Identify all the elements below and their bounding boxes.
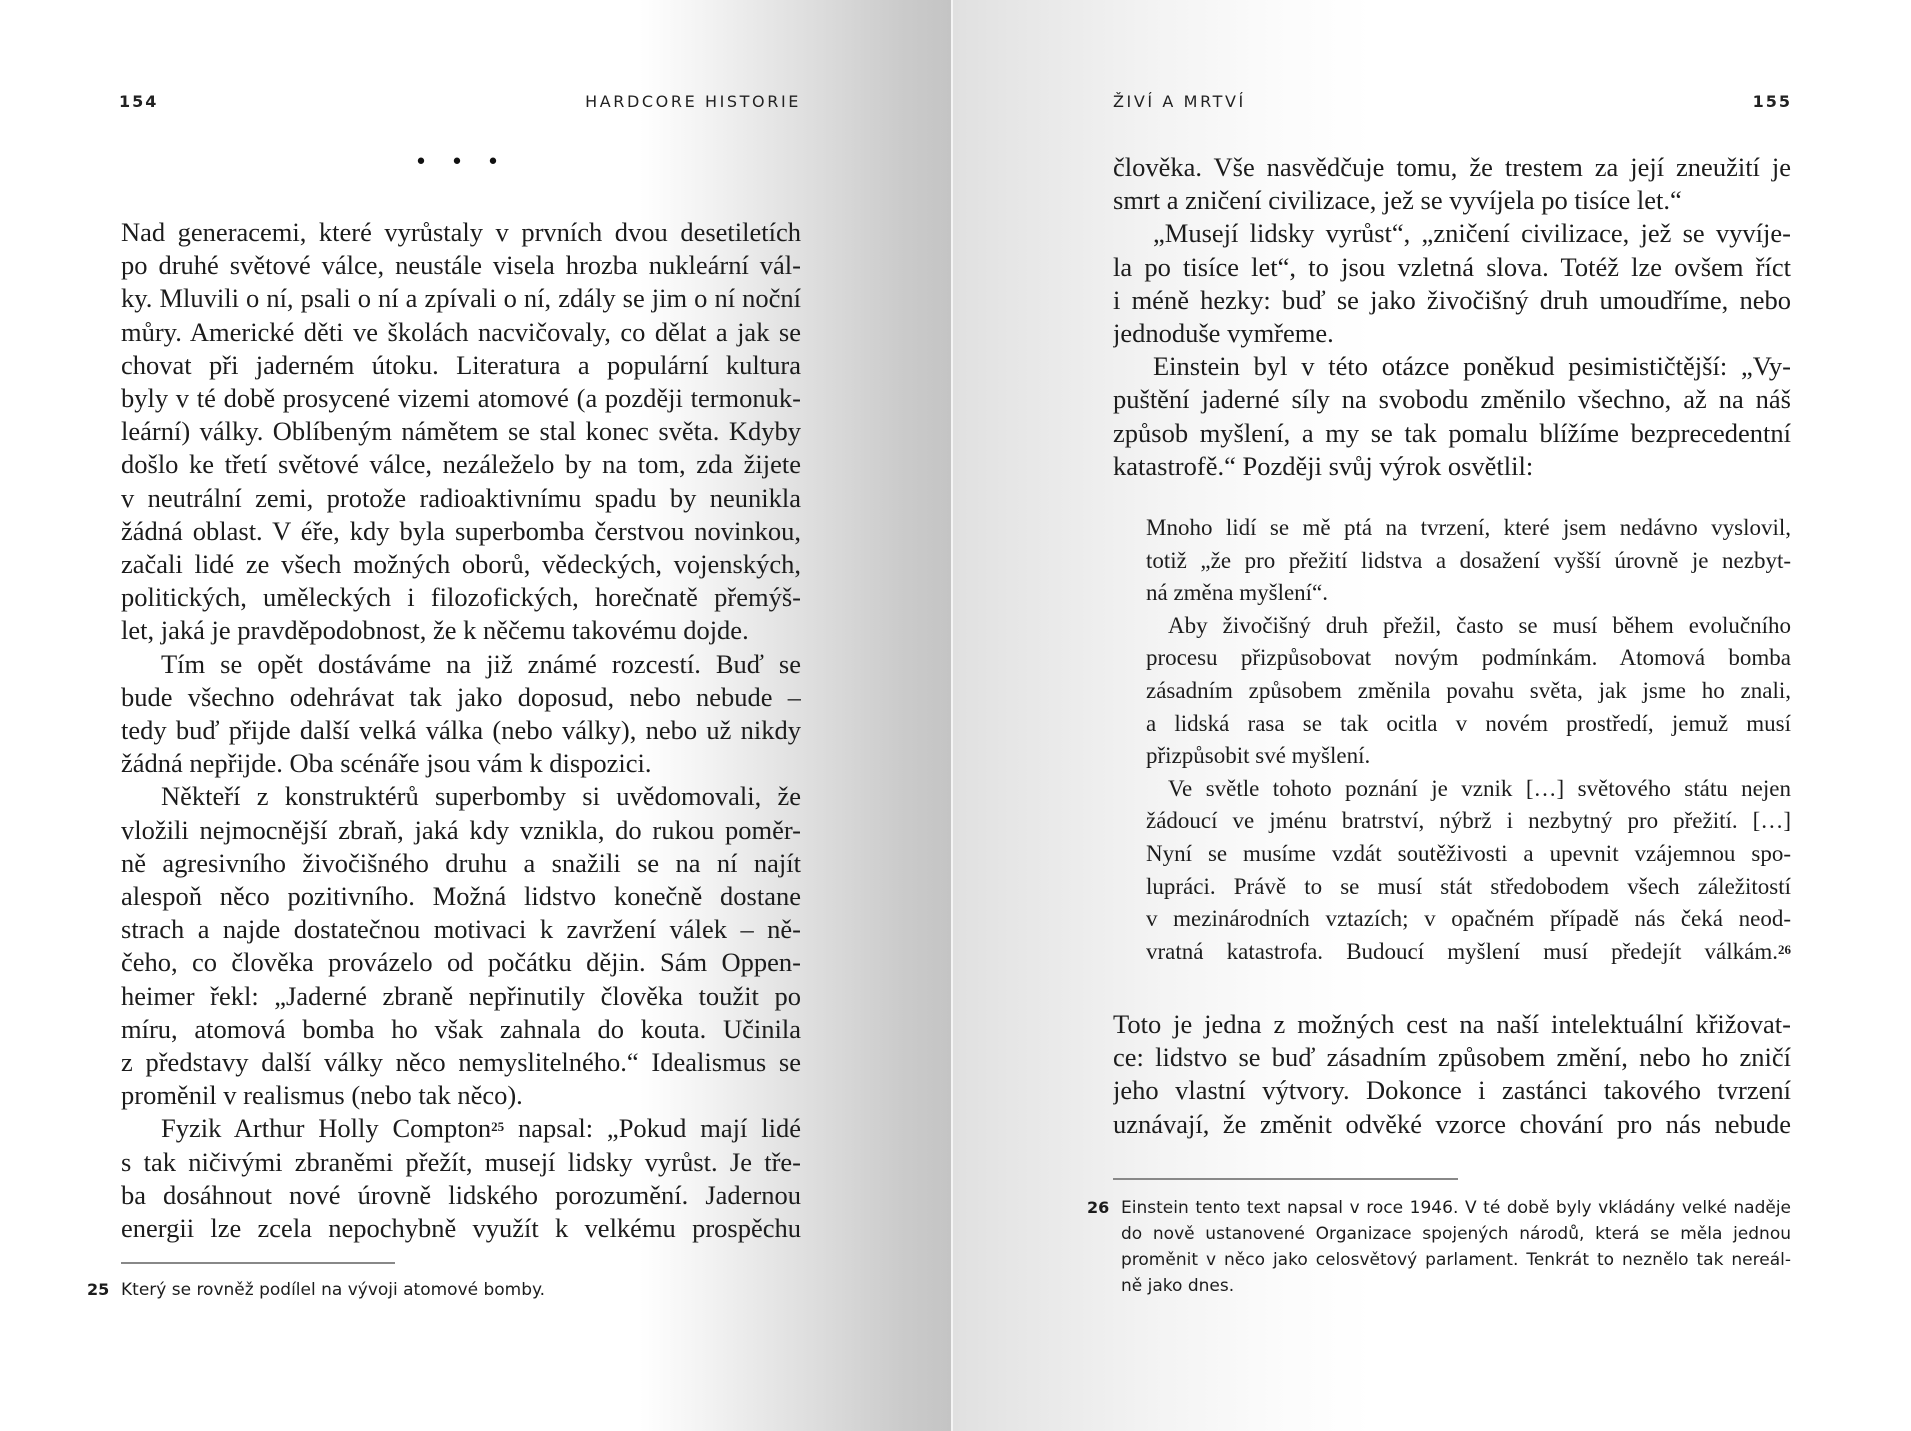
- footnote-rule-right: [1113, 1178, 1458, 1180]
- footnote-rule-left: [121, 1262, 395, 1264]
- left-body-text: [121, 216, 801, 1245]
- text-line: vložili nejmocnější zbraň, jaká kdy vznikla, do rukou poměr-: [121, 814, 801, 845]
- quote-line: procesu přizpůsobovat novým podmínkám. Atomová bomba: [1146, 645, 1791, 671]
- text-line: i méně hezky: buď se jako živočišný druh umoudříme, nebo: [1113, 284, 1791, 315]
- page-number-right: 155: [1752, 92, 1792, 111]
- text-line: Toto je jedna z možných cest na naší intelektuální křižovat-: [1113, 1009, 1791, 1039]
- text-line: la po tisíce let“, to jsou vzletná slova. Totéž lze ovšem říct: [1113, 251, 1791, 282]
- quote-line: zásadním způsobem změnila povahu světa, jak jsme ho znali,: [1146, 677, 1791, 703]
- quote-line: Aby živočišný druh přežil, často se musí během evolučního: [1168, 612, 1791, 638]
- right-body-text-top: [1113, 151, 1791, 483]
- footnote-25: [87, 1277, 781, 1303]
- text-line: heimer řekl: „Jaderné zbraně nepřinutily člověka toužit po: [121, 980, 801, 1011]
- text-line: žádná oblast. V éře, kdy byla superbomba čerstvou novinkou,: [121, 515, 801, 546]
- text-line: způsob myšlení, a my se tak pomalu blížíme bezprecedentní: [1113, 417, 1791, 448]
- text-line: z představy další války něco nemyslitelného.“ Idealismus se: [121, 1047, 801, 1078]
- text-line: Nad generacemi, které vyrůstaly v prvních dvou desetiletích: [121, 217, 801, 247]
- footnote-ref-25[interactable]: 25: [491, 1119, 505, 1135]
- text-line: katastrofě.“ Později svůj výrok osvětlil:: [1113, 450, 1534, 481]
- block-quote: [1146, 512, 1791, 968]
- text-line: ba dosáhnout nové úrovně lidského porozumění. Jadernou: [121, 1179, 801, 1210]
- text-line: jeho vlastní výtvory. Dokonce i zastánci takového tvrzení: [1113, 1075, 1791, 1106]
- section-break-ornament: • • •: [414, 150, 508, 175]
- footnote-line: do nově ustanovené Organizace spojených národů, která se měla jednou: [1121, 1224, 1791, 1244]
- footnote-26: [1087, 1195, 1791, 1299]
- quote-line: a lidská rasa se tak ocitla v novém prostředí, jemuž musí: [1146, 710, 1791, 736]
- text-line: leární) války. Oblíbeným námětem se stal konec světa. Kdyby: [121, 416, 801, 447]
- text-line: tedy buď přijde další velká válka (nebo války), nebo už nikdy: [121, 715, 801, 746]
- text-line: alespoň něco pozitivního. Možná lidstvo konečně dostane: [121, 881, 801, 912]
- text-line: uznávají, že změnit odvěké vzorce chování pro nás nebude: [1113, 1108, 1791, 1139]
- quote-line: Nyní se musíme vzdát soutěživosti a upevnit vzájemnou spo-: [1146, 840, 1791, 866]
- footnote-text: Který se rovněž podílel na vývoji atomové bomby.: [121, 1280, 546, 1300]
- quote-line: lupráci. Právě to se musí stát středobodem všech záležitostí: [1146, 873, 1791, 899]
- quote-line: v mezinárodních vztazích; v opačném případě nás čeká neod-: [1146, 906, 1791, 932]
- footnote-line: Einstein tento text napsal v roce 1946. V té době byly vkládány velké naděje: [1121, 1198, 1791, 1218]
- footnote-number: 25: [87, 1280, 110, 1299]
- quote-line-final: vratná katastrofa. Budoucí myšlení musí předejít válkám.$^{26}$: [1146, 938, 1791, 964]
- text-line: došlo ke třetí světové válce, nezáleželo by na tom, zda žijete: [121, 449, 801, 480]
- text-line: Tím se opět dostáváme na již známé rozcestí. Buď se: [161, 648, 801, 679]
- text-line: žádná nepřijde. Oba scénáře jsou vám k dispozici.: [121, 748, 652, 779]
- running-head-right: ŽIVÍ A MRTVÍ: [1113, 92, 1246, 111]
- text-line: po druhé světové válce, neustále visela hrozba nukleární vál-: [121, 250, 801, 281]
- right-body-text-bottom: [1113, 1008, 1791, 1141]
- running-head-left: HARDCORE HISTORIE: [585, 92, 801, 111]
- text-line: míru, atomová bomba ho však zahnala do kouta. Učinila: [121, 1013, 801, 1044]
- page-number-left: 154: [119, 92, 159, 111]
- text-line: chovat při jaderném útoku. Literatura a populární kultura: [121, 349, 801, 380]
- quote-line: totiž „že pro přežití lidstva a dosažení vyšší úrovně je nezbyt-: [1146, 547, 1791, 573]
- text-line: v neutrální zemi, protože radioaktivnímu spadu by neunikla: [121, 482, 801, 513]
- quote-line: žádoucí ve jménu bratrství, nýbrž i nezbytný pro přežití. […]: [1146, 808, 1791, 834]
- quote-line: Mnoho lidí se mě ptá na tvrzení, které jsem nedávno vyslovil,: [1146, 515, 1791, 540]
- text-line: člověka. Vše nasvědčuje tomu, že trestem za její zneužití je: [1113, 152, 1791, 182]
- left-page: [0, 0, 952, 1431]
- text-line: ce: lidstvo se buď zásadním způsobem změní, nebo ho zničí: [1113, 1042, 1791, 1073]
- quote-line: ná změna myšlení“.: [1146, 580, 1329, 606]
- text-line: začali lidé ze všech možných oborů, vědeckých, vojenských,: [121, 549, 801, 580]
- text-line: smrt a zničení civilizace, jež se vyvíjela po tisíce let.“: [1113, 185, 1682, 216]
- text-line: strach a najde dostatečnou motivaci k zavržení válek – ně-: [121, 914, 801, 945]
- quote-line: Ve světle tohoto poznání je vznik […] světového státu nejen: [1168, 775, 1791, 801]
- footnote-ref-26[interactable]: 26: [1778, 941, 1791, 957]
- text-line: „Musejí lidsky vyrůst“, „zničení civilizace, jež se vyvíje-: [1153, 218, 1791, 249]
- text-line: bude všechno odehrávat tak jako doposud, nebo nebude –: [121, 681, 801, 712]
- text-line: s tak ničivými zbraněmi přežít, musejí lidsky vyrůst. Je tře-: [121, 1146, 801, 1177]
- text-line: jednoduše vymřeme.: [1113, 318, 1334, 349]
- book-spine: [951, 0, 953, 1431]
- text-line-compton: Fyzik Arthur Holly Compton$^{25}$ napsal: „Pokud mají lidé: [161, 1113, 801, 1144]
- text-line: proměnil v realismus (nebo tak něco).: [121, 1080, 523, 1111]
- text-line: let, jaká je pravděpodobnost, že k něčemu takovému dojde.: [121, 615, 749, 646]
- text-line: Někteří z konstruktérů superbomby si uvědomovali, že: [161, 781, 801, 812]
- text-line: puštění jaderné síly na svobodu změnilo všechno, až na náš: [1113, 384, 1791, 415]
- text-line: čeho, co člověka provázelo od počátku dějin. Sám Oppen-: [121, 947, 801, 978]
- footnote-line: proměnit v něco jako celosvětový parlament. Tenkrát to neznělo tak nereál-: [1121, 1250, 1791, 1270]
- text-line: politických, uměleckých i filozofických, horečnatě přemýš-: [121, 582, 801, 613]
- text-line: můry. Americké děti ve školách nacvičovaly, co dělat a jak se: [121, 316, 801, 347]
- text-line: energii lze zcela nepochybně využít k velkému prospěchu: [121, 1213, 801, 1244]
- footnote-line: ně jako dnes.: [1121, 1276, 1235, 1296]
- text-line: ně agresivního živočišného druhu a snažili se na ní najít: [121, 847, 801, 878]
- text-line: Einstein byl v této otázce poněkud pesimističtější: „Vy-: [1153, 351, 1791, 382]
- quote-line: přizpůsobit své myšlení.: [1146, 743, 1371, 769]
- text-line: byly v té době prosycené vizemi atomové (a později termonuk-: [121, 383, 801, 414]
- text-line: ky. Mluvili o ní, psali o ní a zpívali o ní, zdály se jim o ní noční: [121, 283, 801, 314]
- footnote-number: 26: [1087, 1198, 1110, 1217]
